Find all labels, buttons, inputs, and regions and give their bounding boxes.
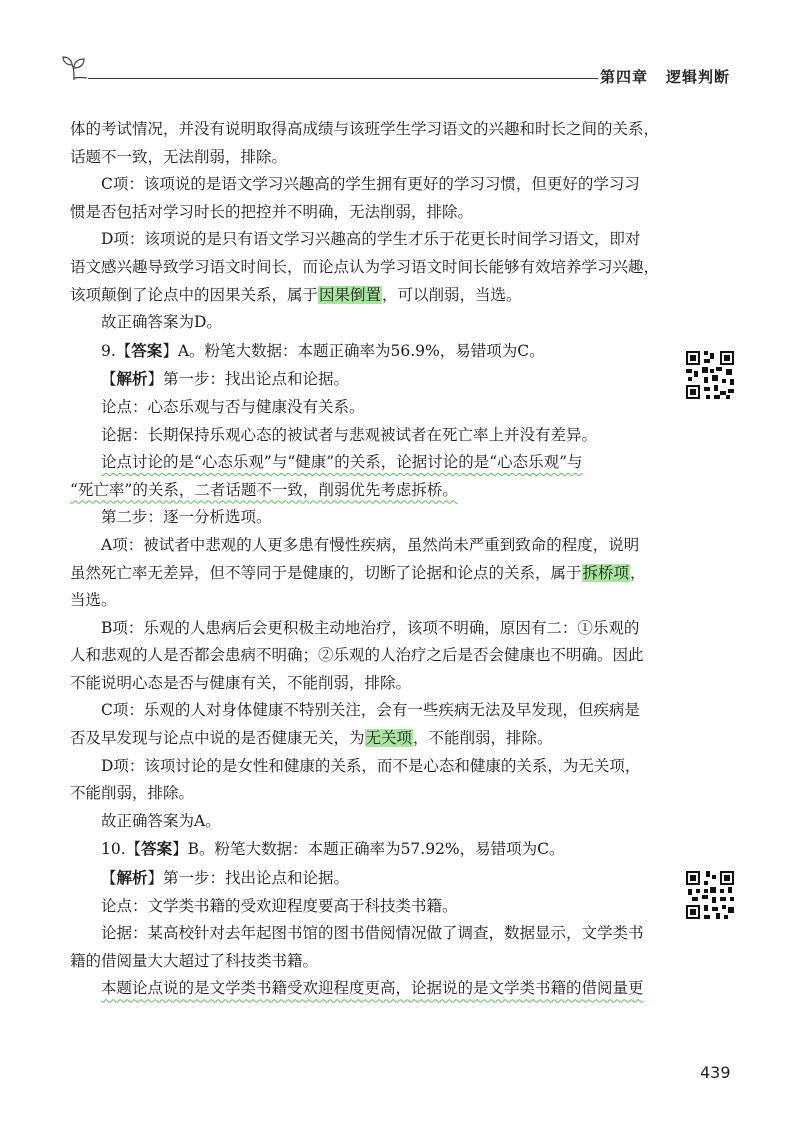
- analysis-text: 】第一步：找出论点和论据。: [147, 370, 350, 389]
- wavy-underlined-text: 论点讨论的是“心态乐观”与“健康”的关系，论据讨论的是“心态乐观”与: [101, 453, 583, 472]
- text-line: 论据：某高校针对去年起图书馆的图书借阅情况做了调查，数据显示，文学类书: [101, 924, 644, 943]
- answer-text: 】A。粉笔大数据：本题正确率为56.9%，易错项为C。: [162, 341, 545, 360]
- analysis-label: 解析: [116, 369, 148, 389]
- text-line: 体的考试情况，并没有说明取得高成绩与该班学生学习语文的兴趣和时长之间的关系，: [70, 120, 660, 138]
- text-span: 否及早发现与论点中说的是否健康无关，为: [70, 729, 365, 748]
- text-line: 第二步：逐一分析选项。: [101, 508, 272, 527]
- chapter-title: 逻辑判断: [666, 68, 731, 86]
- text-span: ，: [630, 563, 646, 582]
- page-number: 439: [700, 1063, 731, 1082]
- answer-text: 】B。粉笔大数据：本题正确率为57.92%，易错项为C。: [172, 840, 565, 859]
- text-line: 故正确答案为D。: [101, 313, 222, 332]
- text-line: [70, 725, 670, 753]
- sprout-icon: [60, 55, 90, 81]
- text-span: ，可以削弱，当选。: [382, 285, 522, 304]
- bracket: 【: [101, 869, 117, 888]
- page-header: [0, 0, 800, 100]
- text-line: 当选。: [70, 591, 117, 610]
- text-line: [70, 282, 670, 310]
- text-line: 论点：文学类书籍的受欢迎程度要高于科技类书籍。: [101, 896, 458, 915]
- wavy-underlined-text: 本题论点说的是文学类书籍受欢迎程度更高，论据说的是文学类书籍的借阅量更: [101, 979, 644, 998]
- qr-code-icon[interactable]: [684, 869, 736, 921]
- wavy-underlined-text: “死亡率”的关系，二者话题不一致，削弱优先考虑拆桥。: [70, 480, 458, 499]
- analysis-label: 解析: [116, 868, 148, 888]
- text-line: C项：乐观的人对身体健康不特别关注，会有一些疾病无法及早发现，但疾病是: [101, 701, 640, 720]
- header-rule: [88, 78, 598, 79]
- answer-line: [70, 337, 670, 366]
- text-line: 语文感兴趣导致学习语文时间长，而论点认为学习语文时间长能够有效培养学习兴趣，: [70, 257, 660, 276]
- text-line: 籍的借阅量大大超过了科技类书籍。: [70, 951, 319, 970]
- text-line: 惯是否包括对学习时长的把控并不明确，无法削弱，排除。: [70, 202, 474, 221]
- bracket: 【: [101, 370, 117, 389]
- text-line: D项：该项说的是只有语文学习兴趣高的学生才乐于花更长时间学习语文，即对: [101, 230, 641, 249]
- text-line: [70, 975, 670, 1003]
- text-span: 该项颠倒了论点中的因果关系，属于: [70, 285, 319, 304]
- question-number: 10.【: [101, 840, 142, 859]
- text-line: D项：该项讨论的是女性和健康的关系，而不是心态和健康的关系，为无关项，: [101, 756, 641, 775]
- answer-line: [70, 835, 670, 864]
- text-line: 不能说明心态是否与健康有关，不能削弱，排除。: [70, 673, 412, 692]
- text-line: [70, 449, 670, 477]
- text-line: [70, 560, 670, 588]
- text-line: B项：乐观的人患病后会更积极主动地治疗，该项不明确，原因有二：①乐观的: [101, 618, 640, 637]
- text-line: 话题不一致，无法削弱，排除。: [70, 147, 288, 166]
- text-line: 论据：长期保持乐观心态的被试者与悲观被试者在死亡率上并没有差异。: [101, 425, 598, 444]
- text-line: A项：被试者中悲观的人更多患有慢性疾病，虽然尚未严重到致命的程度，说明: [101, 535, 640, 554]
- answer-label: 答案: [141, 839, 173, 859]
- text-span: ，不能削弱，排除。: [413, 729, 553, 748]
- highlight-term: 因果倒置: [319, 285, 382, 304]
- page-body: [70, 116, 670, 1003]
- chapter-label: 第四章: [600, 68, 649, 86]
- chapter-heading: [600, 66, 730, 87]
- highlight-term: 无关项: [365, 729, 413, 748]
- answer-label: 答案: [131, 340, 163, 360]
- analysis-line: [70, 864, 670, 893]
- text-span: 虽然死亡率无差异，但不等同于是健康的，切断了论据和论点的关系，属于: [70, 563, 582, 582]
- analysis-text: 】第一步：找出论点和论据。: [147, 869, 350, 888]
- text-line: C项：该项说的是语文学习兴趣高的学生拥有更好的学习习惯，但更好的学习习: [101, 175, 640, 194]
- analysis-line: [70, 365, 670, 394]
- question-number: 9.【: [101, 341, 132, 360]
- text-line: 不能削弱，排除。: [70, 784, 195, 803]
- text-line: [70, 477, 670, 505]
- text-line: 论点：心态乐观与否与健康没有关系。: [101, 397, 365, 416]
- text-line: 故正确答案为A。: [101, 811, 221, 830]
- qr-code-icon[interactable]: [684, 349, 736, 401]
- text-line: 人和悲观的人是否都会患病不明确；②乐观的人治疗之后是否会健康也不明确。因此: [70, 646, 644, 665]
- highlight-term: 拆桥项: [582, 563, 630, 582]
